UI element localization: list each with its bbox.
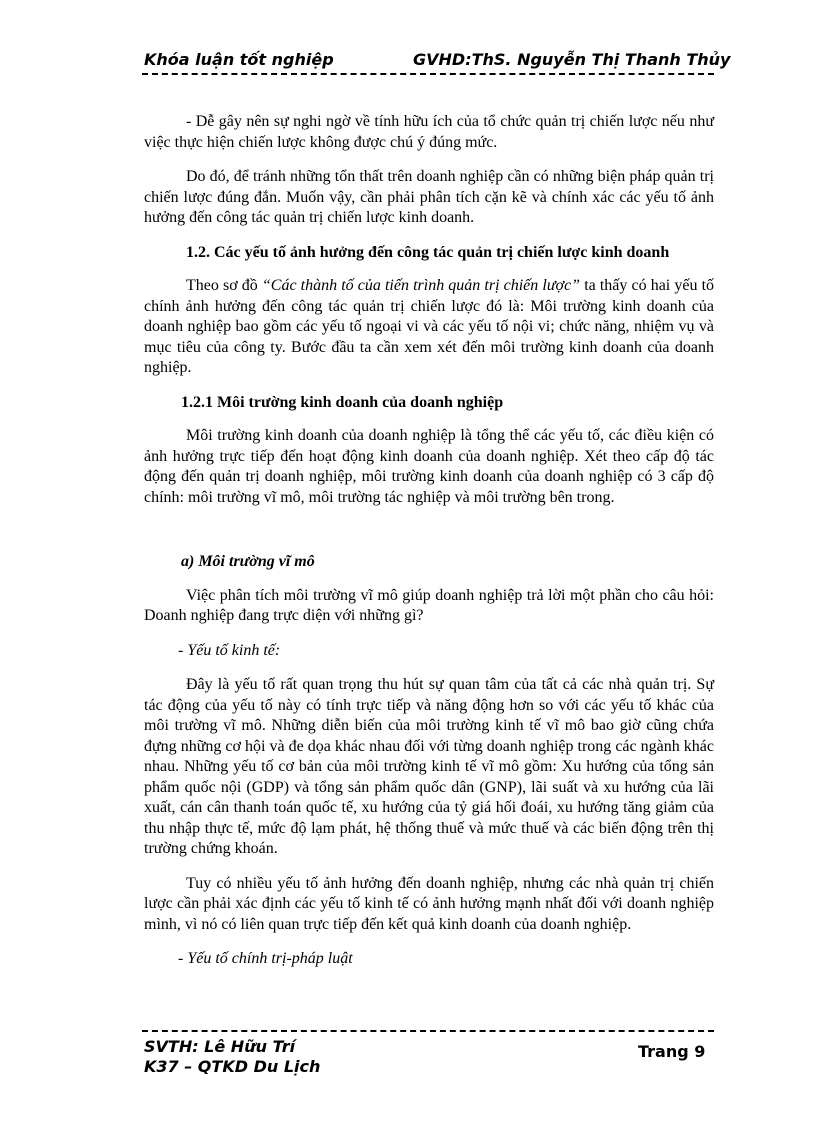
paragraph-3-quote: “Các thành tố của tiến trình quản trị chiến lược” [261,277,581,294]
paragraph-3 [144,276,714,379]
item-political-legal-factor: - Yếu tố chính trị-pháp luật [178,950,353,967]
paragraph-4: Môi trường kinh doanh của doanh nghiệp là tổng thể các yếu tố, các điều kiện có ảnh hưởng trực tiếp đến hoạt động kinh doanh của doanh nghiệp. Xét theo cấp độ tác động đến quản trị doanh nghiệp, môi trường kinh doanh của doanh nghiệp có 3 cấp độ chính: môi trường vĩ mô, môi trường tác nghiệp và môi trường bên trong. [144,427,714,506]
footer-class: K37 – QTKD Du Lịch [144,1057,321,1076]
paragraph-7: Tuy có nhiều yếu tố ảnh hưởng đến doanh nghiệp, nhưng các nhà quản trị chiến lược cần phải xác định các yếu tố kinh tế có ảnh hưởng mạnh nhất đối với doanh nghiệp mình, vì nó có liên quan trực tiếp đến kết quả kinh doanh của doanh nghiệp. [144,874,714,933]
paragraph-1: - Dễ gây nên sự nghi ngờ về tính hữu ích của tổ chức quản trị chiến lược nếu như việc thực hiện chiến lược không được chú ý đúng mức. [144,113,714,151]
paragraph-2: Do đó, để tránh những tổn thất trên doanh nghiệp cần có những biện pháp quản trị chiến lược đúng đắn. Muốn vậy, cần phải phân tích cặn kẽ và chính xác các yếu tố ảnh hưởng đến công tác quản trị chiến lược kinh doanh. [144,168,714,226]
header-left: Khóa luận tốt nghiệp [144,50,334,69]
footer-student: SVTH: Lê Hữu Trí [144,1037,296,1056]
footer-divider [142,1030,714,1032]
document-body [144,112,714,984]
header-right: GVHD:ThS. Nguyễn Thị Thanh Thủy [413,50,731,69]
paragraph-3-rest: ta thấy có hai yếu tố chính ảnh hưởng đến công tác quản trị chiến lược đó là: Môi trường kinh doanh của doanh nghiệp bao gồm các yếu tố ngoại vi và các yếu tố nội vi; chức năng, nhiệm vụ và mục tiêu của công ty. Bước đầu ta cần xem xét đến môi trường kinh doanh của doanh nghiệp. [144,277,715,376]
page-number: Trang 9 [638,1042,706,1061]
heading-a: a) Môi trường vĩ mô [181,553,315,570]
paragraph-5: Việc phân tích môi trường vĩ mô giúp doanh nghiệp trả lời một phần cho câu hỏi: Doanh nghiệp đang trực diện với những gì? [144,586,714,624]
heading-1-2-1: 1.2.1 Môi trường kinh doanh của doanh nghiệp [181,393,504,411]
paragraph-3-lead: Theo sơ đồ [186,277,262,294]
header-divider [142,73,714,75]
heading-1-2: 1.2. Các yếu tố ảnh hưởng đến công tác quản trị chiến lược kinh doanh [186,243,670,261]
paragraph-6: Đây là yếu tố rất quan trọng thu hút sự quan tâm của tất cả các nhà quản trị. Sự tác động của yếu tố này có tính trực tiếp và năng động hơn so với các yếu tố khác của môi trường vĩ mô. Những diễn biến của môi trường kinh tế vĩ mô bao giờ cũng chứa đựng những cơ hội và đe dọa khác nhau đối với từng doanh nghiệp trong các ngành khác nhau. Những yếu tố cơ bản của môi trường kinh tế vĩ mô gồm: Xu hướng của tổng sản phẩm quốc nội (GDP) và tổng sản phẩm quốc dân (GNP), lãi suất và xu hướng của lãi xuất, cán cân thanh toán quốc tế, xu hướng của tỷ giá hối đoái, xu hướng tăng giảm của thu nhập thực tế, mức độ lạm phát, hệ thống thuế và mức thuế và các biến động trên thị trường chứng khoán. [144,676,714,857]
item-economic-factor: - Yếu tố kinh tế: [178,641,281,659]
